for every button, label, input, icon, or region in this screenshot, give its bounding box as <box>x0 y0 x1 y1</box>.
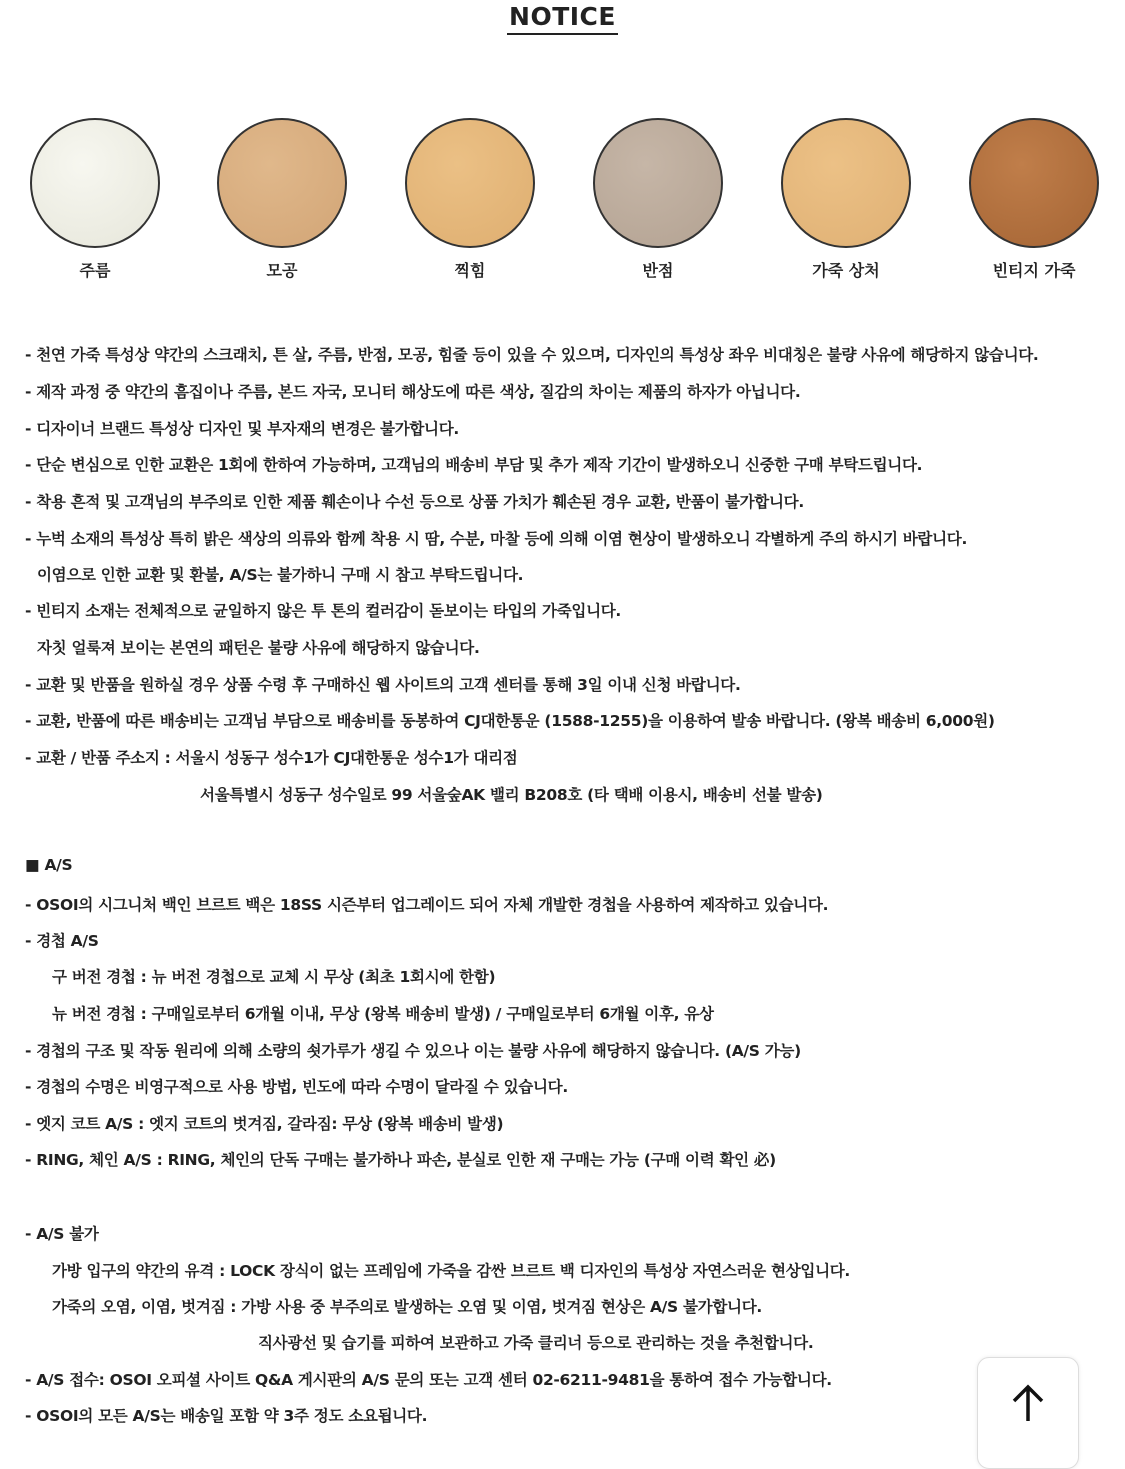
swatch-label: 반점 <box>642 261 674 280</box>
as-no-line: - OSOI의 모든 A/S는 배송일 포함 약 3주 정도 소요됩니다. <box>25 1407 428 1425</box>
notice-line: 서울특별시 성동구 성수일로 99 서울숲AK 밸리 B208호 (타 택배 이용시, 배송비 선불 발송) <box>200 786 823 804</box>
swatch-label: 주름 <box>79 261 111 280</box>
as-line: 구 버전 경첩 : 뉴 버전 경첩으로 교체 시 무상 (최초 1회시에 한함) <box>52 968 496 986</box>
scroll-to-top-button[interactable] <box>977 1357 1079 1469</box>
arrow-up-icon <box>1008 1381 1048 1425</box>
as-no-line: - A/S 불가 <box>25 1225 99 1243</box>
as-line: - 경첩의 구조 및 작동 원리에 의해 소량의 쇳가루가 생길 수 있으나 이는 불량 사유에 해당하지 않습니다. (A/S 가능) <box>25 1042 801 1060</box>
as-line: - 경첩의 수명은 비영구적으로 사용 방법, 빈도에 따라 수명이 달라질 수 있습니다. <box>25 1078 568 1096</box>
notice-line: - 착용 흔적 및 고객님의 부주의로 인한 제품 훼손이나 수선 등으로 상품 가치가 훼손된 경우 교환, 반품이 불가합니다. <box>25 493 804 511</box>
as-line: - RING, 체인 A/S : RING, 체인의 단독 구매는 불가하나 파손, 분실로 인한 재 구매는 가능 (구매 이력 확인 必) <box>25 1151 776 1169</box>
as-no-line: - A/S 접수: OSOI 오피셜 사이트 Q&A 게시판의 A/S 문의 또는 고객 센터 02-6211-9481을 통하여 접수 가능합니다. <box>25 1371 832 1389</box>
notice-line: - 천연 가죽 특성상 약간의 스크래치, 튼 살, 주름, 반점, 모공, 힘줄 등이 있을 수 있으며, 디자인의 특성상 좌우 비대칭은 불량 사유에 해당하지 않습니다. <box>25 346 1039 364</box>
swatch-label: 찍힘 <box>454 261 486 280</box>
as-no-line: 직사광선 및 습기를 피하여 보관하고 가죽 클리너 등으로 관리하는 것을 추천합니다. <box>258 1334 814 1352</box>
swatch-scar <box>781 118 911 248</box>
notice-line: - 디자이너 브랜드 특성상 디자인 및 부자재의 변경은 불가합니다. <box>25 420 459 438</box>
as-line: 뉴 버전 경첩 : 구매일로부터 6개월 이내, 무상 (왕복 배송비 발생) / 구매일로부터 6개월 이후, 유상 <box>52 1005 714 1023</box>
notice-line: - 제작 과정 중 약간의 흠집이나 주름, 본드 자국, 모니터 해상도에 따른 색상, 질감의 차이는 제품의 하자가 아닙니다. <box>25 383 801 401</box>
notice-line: 자칫 얼룩져 보이는 본연의 패턴은 불량 사유에 해당하지 않습니다. <box>37 639 480 657</box>
notice-line: - 누벅 소재의 특성상 특히 밝은 색상의 의류와 함께 착용 시 땀, 수분, 마찰 등에 의해 이염 현상이 발생하오니 각별하게 주의 하시기 바랍니다. <box>25 530 968 548</box>
as-line: - 경첩 A/S <box>25 932 99 950</box>
swatch-label: 가죽 상처 <box>812 261 880 280</box>
as-line: - 엣지 코트 A/S : 엣지 코트의 벗겨짐, 갈라짐: 무상 (왕복 배송비 발생) <box>25 1115 504 1133</box>
as-line: - OSOI의 시그니처 백인 브르트 백은 18SS 시즌부터 업그레이드 되어 자체 개발한 경첩을 사용하여 제작하고 있습니다. <box>25 896 829 914</box>
notice-line: 이염으로 인한 교환 및 환불, A/S는 불가하니 구매 시 참고 부탁드립니다. <box>37 566 524 584</box>
notice-line: - 빈티지 소재는 전체적으로 균일하지 않은 투 톤의 컬러감이 돋보이는 타입의 가죽입니다. <box>25 602 622 620</box>
swatch-wrinkle <box>30 118 160 248</box>
notice-line: - 교환 및 반품을 원하실 경우 상품 수령 후 구매하신 웹 사이트의 고객 센터를 통해 3일 이내 신청 바랍니다. <box>25 676 741 694</box>
as-heading: ■ A/S <box>25 856 73 874</box>
page-title: NOTICE <box>0 2 1125 31</box>
swatch-spot <box>593 118 723 248</box>
swatch-vintage <box>969 118 1099 248</box>
notice-line: - 교환 / 반품 주소지 : 서울시 성동구 성수1가 CJ대한통운 성수1가 대리점 <box>25 749 518 767</box>
as-no-line: 가죽의 오염, 이염, 벗겨짐 : 가방 사용 중 부주의로 발생하는 오염 및 이염, 벗겨짐 현상은 A/S 불가합니다. <box>52 1298 762 1316</box>
swatch-label: 모공 <box>266 261 298 280</box>
swatch-dent <box>405 118 535 248</box>
notice-line: - 단순 변심으로 인한 교환은 1회에 한하여 가능하며, 고객님의 배송비 부담 및 추가 제작 기간이 발생하오니 신중한 구매 부탁드립니다. <box>25 456 923 474</box>
as-no-line: 가방 입구의 약간의 유격 : LOCK 장식이 없는 프레임에 가죽을 감싼 브르트 백 디자인의 특성상 자연스러운 현상입니다. <box>52 1262 851 1280</box>
swatch-pore <box>217 118 347 248</box>
swatch-label: 빈티지 가죽 <box>992 261 1076 280</box>
notice-line: - 교환, 반품에 따른 배송비는 고객님 부담으로 배송비를 동봉하여 CJ대한통운 (1588-1255)을 이용하여 발송 바랍니다. (왕복 배송비 6,000원) <box>25 712 995 730</box>
